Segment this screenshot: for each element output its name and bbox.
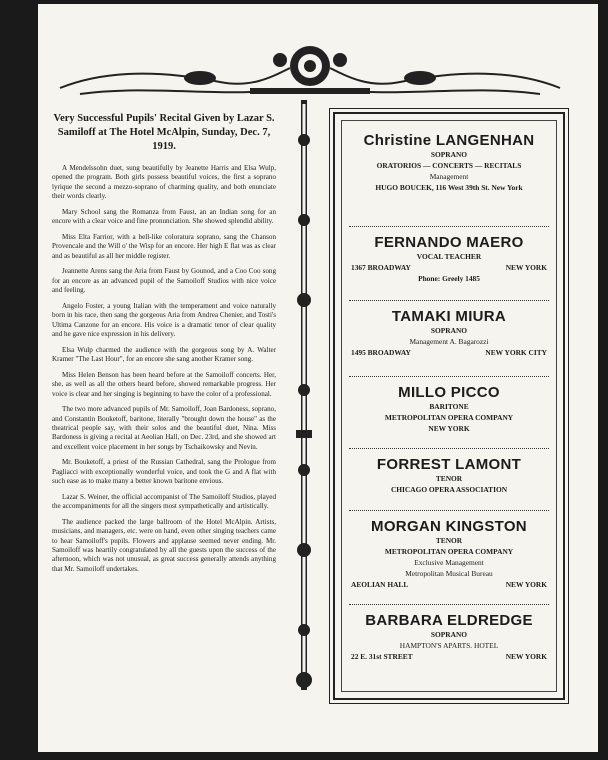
artist-name: TAMAKI MIURA [391, 308, 507, 325]
article-paragraph: The two more advanced pupils of Mr. Samoiloff, Joan Bardoness, soprano, and Constantin Bouketoff, baritone, literally "brought down the house" as the theatrical people say, with their solos and the beautiful duet, Nina. Miss Bardoness is giving a recital at Aeolian Hall, on Dec. 23rd, and she showed art and excellent voice placement in her songs by Tschaikowsky and Nevin. [52, 405, 276, 451]
address: 22 E. 31st STREET [351, 652, 413, 661]
voice-type: SOPRANO [430, 630, 468, 639]
ornamental-header [50, 38, 570, 102]
address: 1495 BROADWAY [351, 348, 411, 357]
article-paragraph: Miss Elta Farrior, with a bell-like coloratura soprano, sang the Chanson Provencale and the Will o' the Wisp for an encore. Her high E flat was as clear and as beautiful as all her middle register. [52, 232, 276, 260]
city: NEW YORK [428, 424, 470, 433]
artist-name: MORGAN KINGSTON [371, 518, 527, 535]
management: Management A. Bagarozzi [409, 337, 489, 346]
artist-name: FERNANDO MAERO [374, 234, 524, 251]
article-paragraph: Elsa Wulp charmed the audience with the gorgeous song by A. Walter Kramer "The Last Hour", for an encore she sang another Kramer song. [52, 345, 276, 364]
phone: Phone: Greely 1485 [418, 274, 480, 283]
voice-type: TENOR [435, 474, 463, 483]
article-title: Very Successful Pupils' Recital Given by Lazar S. Samiloff at The Hotel McAlpin, Sunday, Dec. 7, 1919. [53, 113, 275, 152]
voice-type: TENOR [435, 536, 463, 545]
voice-type: SOPRANO [430, 326, 468, 335]
dotted-separator [349, 376, 549, 377]
article-paragraph: Jeannette Arens sang the Aria from Faust by Gounod, and a Coo Coo song for an encore as an advanced pupil of the Samoiloff Studios with nice voice and feeling. [52, 267, 276, 295]
city: NEW YORK [505, 580, 547, 589]
bureau: Metropolitan Musical Bureau [405, 569, 493, 578]
dotted-separator [349, 604, 549, 605]
dotted-separator [349, 226, 549, 227]
management-label: Management [429, 172, 469, 181]
artist-name: MILLO PICCO [398, 384, 500, 401]
company: CHICAGO OPERA ASSOCIATION [390, 485, 508, 494]
artist-directory-panel [333, 112, 565, 700]
card-picco [351, 384, 547, 434]
city: NEW YORK [505, 263, 547, 272]
article-paragraph: Miss Helen Benson has been heard before at the Samoiloff concerts. Her, she, as well as all the others heard before, showed remarkable progress. Her voice is clear and her singing is beginning to have the color of a professional. [52, 370, 276, 398]
city: NEW YORK CITY [485, 348, 547, 357]
ornamental-divider [290, 100, 318, 700]
address-row [351, 262, 547, 273]
card-miura [351, 308, 547, 358]
article-paragraph: Mary School sang the Romanza from Faust, an an Indian song for an encore with a clear voice and fine pronunciation. She showed splendid ability. [52, 207, 276, 226]
voice-type: SOPRANO [430, 150, 468, 159]
article-paragraph: Mr. Bouketoff, a priest of the Russian Cathedral, sang the Prologue from Pagliacci with exceptionally wonderful voice, and took the G and A flat with such ease as to make many a better known baritone envious. [52, 458, 276, 486]
address-row [351, 651, 547, 662]
card-langenhan [351, 132, 547, 193]
article-paragraph: A Mendelssohn duet, sung beautifully by Jeanette Harris and Elsa Wulp, opened the program. Both girls possess beautiful voices, the first a soprano lyrique the second a mezzo-soprano of charming quality, and both enunciate their words clearly. [52, 164, 276, 200]
address-row [351, 347, 547, 358]
specialty: ORATORIOS — CONCERTS — RECITALS [376, 161, 522, 170]
company: METROPOLITAN OPERA COMPANY [384, 547, 514, 556]
address-row [351, 579, 547, 590]
artist-name: BARBARA ELDREDGE [365, 612, 533, 629]
dotted-separator [349, 300, 549, 301]
city: NEW YORK [505, 652, 547, 661]
company: METROPOLITAN OPERA COMPANY [384, 413, 514, 422]
article-paragraph: Lazar S. Weiner, the official accompanist of The Samoiloff Studios, played the accompaniments for all the singers most sympathetically and artistically. [52, 492, 276, 511]
dotted-separator [349, 510, 549, 511]
article-paragraph: The audience packed the large ballroom of the Hotel McAlpin. Artists, musicians, and managers, etc. were on hand, even other singing teachers came to hear Samoiloff's pupils. Flowers and applause seemed never ending. Mr. Samoiloff was heartily congratulated by all the guests upon the success of the afternoon, which was not unusual, as great success generally attends anything that Mr. Samoiloff undertakes. [52, 518, 276, 573]
management: Exclusive Management [414, 558, 484, 567]
hotel: HAMPTON'S APARTS. HOTEL [399, 641, 499, 650]
card-maero [351, 234, 547, 284]
hall: AEOLIAN HALL [351, 580, 409, 589]
voice-type: BARITONE [429, 402, 469, 411]
article [52, 112, 276, 581]
dotted-separator [349, 448, 549, 449]
artist-name: FORREST LAMONT [376, 456, 522, 473]
management: HUGO BOUCEK, 116 West 39th St. New York [375, 183, 523, 192]
card-lamont [351, 456, 547, 495]
article-paragraph: Angelo Foster, a young Italian with the temperament and voice naturally born in his race, then sang the gorgeous Aria from Andrea Chenier, and Tosti's Ultima Canzone for an encore. His voice is a dramatic tenor of clear quality and he gave nice expression in his delivery. [52, 301, 276, 338]
address: 1367 BROADWAY [351, 263, 411, 272]
role: VOCAL TEACHER [416, 252, 482, 261]
card-eldredge [351, 612, 547, 662]
card-kingston [351, 518, 547, 590]
artist-name: Christine LANGENHAN [363, 132, 535, 149]
